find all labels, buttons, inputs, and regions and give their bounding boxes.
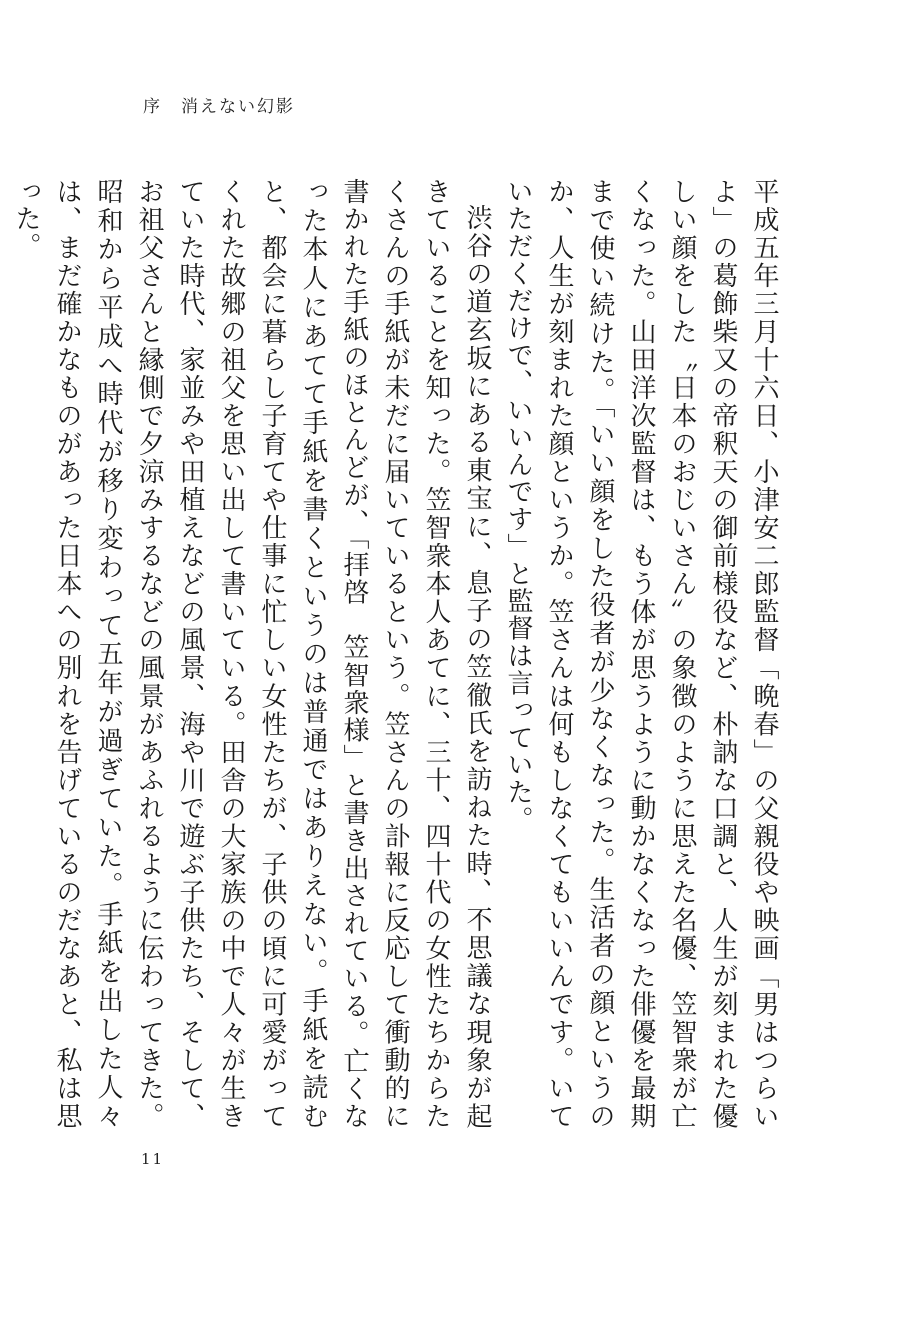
body-text [11,178,784,1130]
paragraph-1: 平成五年三月十六日、小津安二郎監督「晩春」の父親役や映画「男はつらいよ」の葛飾柴又の帝釈天の御前様役など、朴訥な口調と、人生が刻まれた優しい顔をした〝日本のおじいさん〟の象徴のように思えた名優、笠智衆が亡くなった。山田洋次監督は、もう体が思うように動かなくなった俳優を最期まで使い続けた。「いい顔をした役者が少なくなった。生活者の顔というのか、人生が刻まれた顔というか。笠さんは何もしなくてもいいんです。いていただくだけで、いいんです」と監督は言っていた。 [503,178,779,1130]
page-number: 11 [141,1150,165,1168]
paragraph-3 [0,178,5,1130]
running-head: 序 消えない幻影 [143,97,295,117]
paragraph-2: 渋谷の道玄坂にある東宝に、息子の笠徹氏を訪ねた時、不思議な現象が起きていることを知った。笠智衆本人あてに、三十、四十代の女性たちからたくさんの手紙が未だに届いているという。笠さんの訃報に反応して衝動的に書かれた手紙のほとんどが、「拝啓 笠智衆様」と書き出されている。亡くなった本人にあてて手紙を書くというのは普通ではありえない。手紙を読むと、都会に暮らし子育てや仕事に忙しい女性たちが、子供の頃に可愛がってくれた故郷の祖父を思い出して書いている。田舎の大家族の中で人々が生きていた時代、家並みや田植えなどの風景、海や川で遊ぶ子供たち、そして、お祖父さんと縁側で夕涼みするなどの風景があふれるように伝わってきた。昭和から平成へ時代が移り変わって五年が過ぎていた。手紙を出した人々は、まだ確かなものがあった日本への別れを告げているのだなあと、私は思った。 [11,178,492,1130]
